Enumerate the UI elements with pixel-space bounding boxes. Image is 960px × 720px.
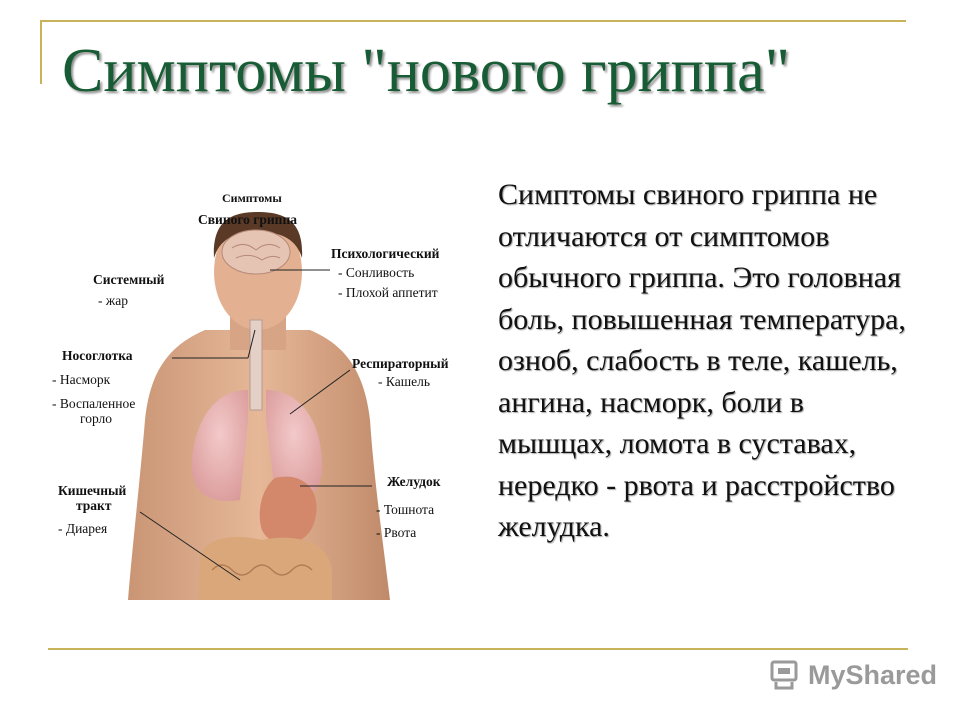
figure-heading-line2: Свиного гриппа (198, 212, 297, 227)
label-resp-title: Респираторный (352, 356, 449, 371)
label-naso-item2a: - Воспаленное (52, 396, 136, 411)
frame-bottom-line (48, 648, 908, 650)
label-psych-item1: - Сонливость (338, 265, 415, 280)
label-system-title: Системный (93, 272, 165, 287)
label-resp-item1: - Кашель (378, 374, 430, 389)
label-stomach-title: Желудок (387, 474, 441, 489)
label-system-item1: - жар (98, 293, 128, 308)
body-illustration (0, 0, 480, 610)
label-intestine-item1: - Диарея (58, 521, 108, 536)
label-intestine-title2: тракт (76, 498, 112, 513)
figure-heading-line1: Симптомы (222, 191, 282, 205)
slide-title: Симптомы "нового гриппа" (62, 37, 790, 105)
body-paragraph: Симптомы свиного гриппа не отличаются от симптомов обычного гриппа. Это головная боль, повышенная температура, озноб, слабость в теле, кашель, ангина, насморк, боли в мышцах, ломота в суставах, нередко - рвота и расстройство желудка. (498, 178, 906, 543)
label-naso-item2b: горло (80, 411, 113, 426)
label-psych-title: Психологический (331, 246, 440, 261)
label-stomach-item1: - Тошнота (376, 502, 435, 517)
myshared-logo-icon (768, 656, 804, 692)
watermark-text: MyShared (808, 660, 938, 690)
label-naso-item1: - Насморк (52, 372, 111, 387)
label-stomach-item2: - Рвота (376, 525, 417, 540)
label-naso-title: Носоглотка (62, 348, 133, 363)
label-intestine-title1: Кишечный (58, 483, 127, 498)
body-diagram (0, 0, 480, 610)
label-psych-item2: - Плохой аппетит (338, 285, 438, 300)
